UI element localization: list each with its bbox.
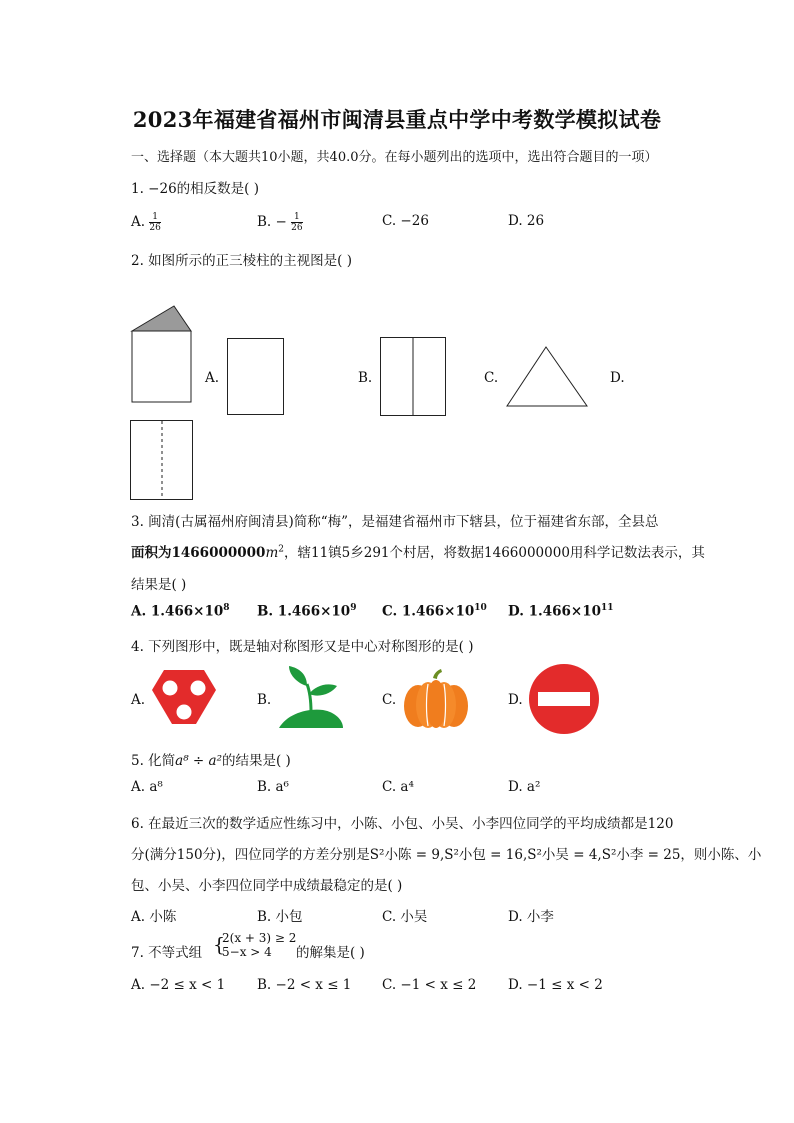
q2-option-d-label: D.: [610, 370, 625, 386]
q6-option-b: B. 小包: [257, 909, 303, 925]
q1-option-a-fraction: $\frac{1}{26}$: [149, 212, 161, 233]
question-5-stem: 5. 化简a⁸ ÷ a²的结果是( ): [131, 753, 291, 769]
q4-option-d-label: D.: [508, 692, 523, 708]
q7-option-c: C. −1 < x ≤ 2: [382, 977, 477, 993]
q2-option-a-label: A.: [205, 370, 220, 386]
question-2-stem: 2. 如图所示的正三棱柱的主视图是( ): [131, 253, 352, 269]
question-7-stem-post: 的解集是( ): [296, 945, 365, 961]
q5-option-d: D. a²: [508, 779, 541, 795]
q6-option-a: A. 小陈: [131, 909, 177, 925]
q6-option-c: C. 小吴: [382, 909, 428, 925]
prism-figure: [130, 304, 194, 404]
q5-option-b: B. a⁶: [257, 779, 289, 795]
red-trefoil-icon: [150, 666, 218, 730]
q1-option-b: [257, 212, 303, 233]
q7-option-b: B. −2 < x ≤ 1: [257, 977, 352, 993]
q4-option-a-label: A.: [131, 692, 146, 708]
q2-option-b-label: B.: [358, 370, 373, 386]
page-title: 2023年福建省福州市闽清县重点中学中考数学模拟试卷: [132, 107, 662, 132]
q6-option-d: D. 小李: [508, 909, 554, 925]
q3-option-c: C. $1.466\times 10^{10}$: [382, 603, 487, 620]
inequality-system: [222, 931, 296, 959]
question-6-line-2: 分(满分150分)，四位同学的方差分别是S²小陈 = 9,S²小包 = 16,S²小吴 = 4,S²小李 = 25，则小陈、小: [131, 847, 762, 863]
q2-option-d-dashed-rectangle: [130, 420, 194, 501]
q4-option-b-label: B.: [257, 692, 272, 708]
q5-option-a: A. a⁸: [131, 779, 163, 795]
q1-option-b-label: B. −: [257, 214, 287, 230]
no-entry-sign-icon: [528, 663, 600, 735]
inequality-1: 2(x + 3) ≥ 2: [222, 931, 297, 945]
question-6-line-1: 6. 在最近三次的数学适应性练习中，小陈、小包、小吴、小李四位同学的平均成绩都是120: [131, 816, 674, 832]
q1-option-c: C. −26: [382, 213, 429, 229]
q1-option-a: [131, 212, 161, 233]
question-1-stem: 1. −26的相反数是( ): [131, 181, 259, 197]
green-sprout-icon: [277, 664, 345, 730]
q7-option-a: A. −2 ≤ x < 1: [131, 977, 226, 993]
q1-option-b-fraction: $\frac{1}{26}$: [291, 212, 303, 233]
q5-option-c: C. a⁴: [382, 779, 414, 795]
q7-option-d: D. −1 ≤ x < 2: [508, 977, 603, 993]
q1-option-a-label: A.: [131, 214, 146, 230]
question-7-stem-pre: 7. 不等式组: [131, 945, 203, 961]
question-6-line-3: 包、小吴、小李四位同学中成绩最稳定的是( ): [131, 878, 403, 894]
orange-pumpkin-icon: [402, 668, 470, 730]
q4-option-c-label: C.: [382, 692, 397, 708]
q2-option-a-rectangle: [227, 338, 285, 416]
q2-option-c-triangle: [506, 346, 588, 408]
q2-option-c-label: C.: [484, 370, 499, 386]
question-3-line-1: 3. 闽清(古属福州府闽清县)简称“梅”，是福建省福州市下辖县，位于福建省东部，全县总: [131, 514, 659, 530]
question-3-line-3: 结果是( ): [131, 577, 187, 593]
q3-option-b: B. $1.466\times 10^9$: [257, 603, 357, 620]
q3-option-d: D. $1.466\times 10^{11}$: [508, 603, 614, 620]
q1-option-d: D. 26: [508, 213, 545, 229]
question-3-line-2: 面积为$1466000000m^2$，辖11镇5乡291个村居，将数据1466000000用科学记数法表示，其: [131, 544, 705, 561]
section-heading: 一、选择题（本大题共10小题，共40.0分。在每小题列出的选项中，选出符合题目的一项）: [131, 150, 658, 165]
q3-option-a: A. $1.466\times 10^8$: [131, 603, 230, 620]
system-brace: {: [213, 934, 226, 956]
inequality-2: 5−x > 4: [222, 945, 272, 959]
question-4-stem: 4. 下列图形中，既是轴对称图形又是中心对称图形的是( ): [131, 639, 474, 655]
q2-option-b-split-rectangle: [380, 337, 447, 417]
